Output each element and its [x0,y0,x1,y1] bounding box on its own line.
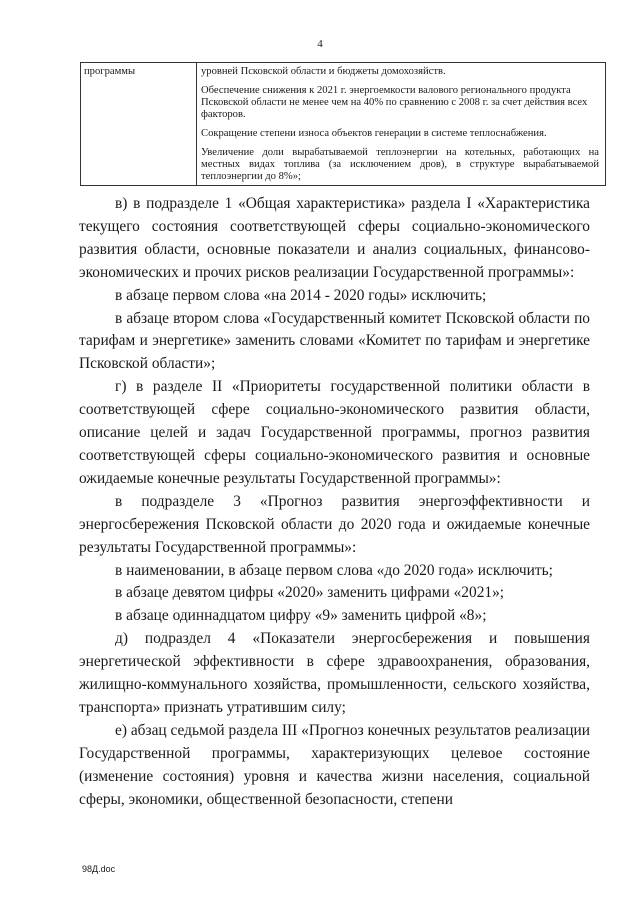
table-left-cell: программы [81,63,197,185]
paragraph: в наименовании, в абзаце первом слова «до 2020 года» исключить; [115,561,553,579]
table-item: Увеличение доли вырабатываемой теплоэнергии на котельных, работающих на местных видах топлива (за исключением дров), в структуре вырабатываемой теплоэнергии до 8%»; [201,147,599,182]
paragraph: е) абзац седьмой раздела III «Прогноз конечных результатов реализации Государственной программы, характеризующих целевое состояние (изменение состояния) уровня и качества жизни населения, социальной сферы, экономики, общественной безопасности, степени [79,721,590,808]
table-item: Обеспечение снижения к 2021 г. энергоемкости валового регионального продукта Псковской области не менее чем на 40% по сравнению с 2008 г. за счет действия всех факторов. [201,85,588,120]
paragraph: в абзаце втором слова «Государственный комитет Псковской области по тарифам и энергетике» заменить словами «Комитет по тарифам и энергетике Псковской области»; [79,309,590,373]
table-right-cell [197,63,605,185]
page-number: 4 [317,38,323,50]
paragraph: в подразделе 3 «Прогноз развития энергоэффективности и энергосбережения Псковской области до 2020 года и ожидаемые конечные результаты Государственной программы»: [79,492,590,556]
table-item: уровней Псковской области и бюджеты домохозяйств. [201,66,446,77]
paragraph: в абзаце девятом цифры «2020» заменить цифрами «2021»; [115,584,505,602]
paragraph: в абзаце одиннадцатом цифру «9» заменить цифрой «8»; [115,607,487,625]
footer-filename: 98Д.doc [82,864,116,874]
paragraph: г) в разделе II «Приоритеты государственной политики области в соответствующей сфере социально-экономического развития области, описание целей и задач Государственной программы, прогноз развития соответствующей сферы социально-экономического развития и основные ожидаемые конечные результаты Государственной программы»: [79,378,590,487]
paragraph: д) подраздел 4 «Показатели энергосбережения и повышения энергетической эффективности в сфере здравоохранения, образования, жилищно-коммунального хозяйства, промышленности, сельского хозяйства, транспорта» признать утратившим силу; [79,630,590,716]
document-table [80,62,606,186]
body-text [79,193,590,811]
paragraph: в) в подразделе 1 «Общая характеристика» раздела I «Характеристика текущего состояния соответствующей сферы социально-экономического развития области, основные показатели и анализ социальных, финансово-экономических и прочих рисков реализации Государственной программы»: [79,195,590,281]
table-item: Сокращение степени износа объектов генерации в системе теплоснабжения. [201,128,547,139]
paragraph: в абзаце первом слова «на 2014 - 2020 годы» исключить; [115,286,487,304]
